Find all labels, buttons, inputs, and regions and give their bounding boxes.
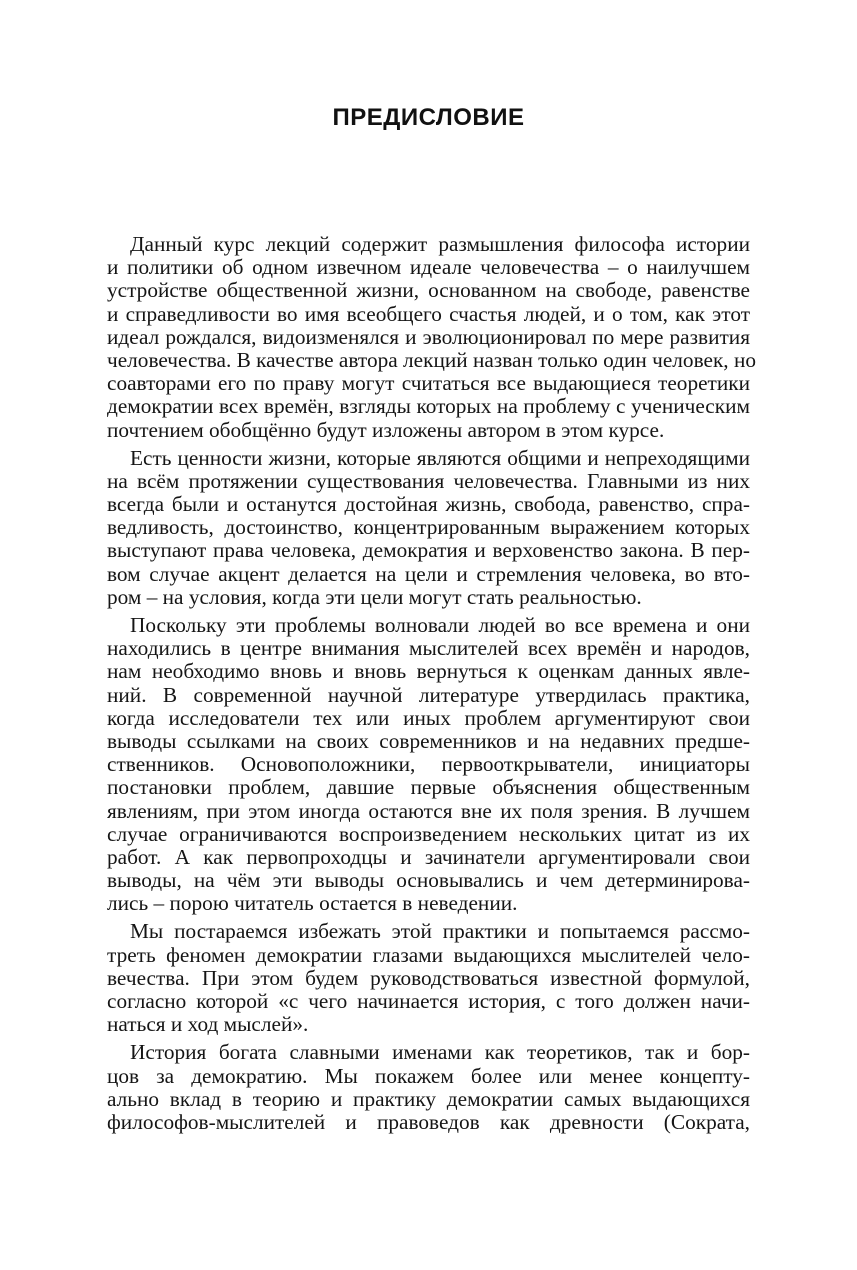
text-line: нам необходимо вновь и вновь вернуться к оценкам данных явле-: [107, 659, 750, 684]
text-line: ально вклад в теорию и практику демократии самых выдающихся: [107, 1086, 750, 1111]
text-line: философов-мыслителей и правоведов как древности (Сократа,: [107, 1109, 750, 1134]
text-line: на всём протяжении существования человечества. Главными из них: [107, 468, 750, 493]
text-line: Есть ценности жизни, которые являются общими и непреходящими: [130, 445, 750, 470]
paragraph-1: [107, 232, 756, 442]
text-line: выводы, на чём эти выводы основывались и чем детерминирова-: [107, 868, 750, 893]
text-line: Поскольку эти проблемы волновали людей во все времена и они: [130, 613, 750, 637]
text-line: наться и ход мыслей».: [107, 1012, 309, 1037]
paragraph-4: [107, 920, 750, 1036]
preface-body: [107, 232, 756, 1139]
text-line: почтением обобщённо будут изложены автором в этом курсе.: [107, 417, 665, 442]
text-line: цов за демократию. Мы покажем более или менее концепту-: [107, 1063, 750, 1088]
paragraph-2: [107, 447, 750, 609]
text-line: согласно которой «с чего начинается история, с того должен начи-: [107, 989, 750, 1013]
text-line: ственников. Основоположники, первооткрыватели, инициаторы: [107, 752, 750, 777]
paragraph-5: [107, 1041, 750, 1134]
text-line: Данный курс лекций содержит размышления философа истории: [130, 232, 750, 256]
paragraph-3: [107, 614, 750, 915]
text-line: постановки проблем, давшие первые объяснения общественным: [107, 775, 750, 800]
text-line: ведливость, достоинство, концентрированным выражением которых: [107, 515, 750, 540]
text-line: лись – порою читатель остается в неведении.: [107, 891, 518, 916]
text-line: ром – на условия, когда эти цели могут стать реальностью.: [107, 584, 642, 609]
text-line: ний. В современной научной литературе утвердилась практика,: [107, 682, 750, 707]
text-line: и политики об одном извечном идеале человечества – о наилучшем: [107, 255, 750, 280]
text-line: находились в центре внимания мыслителей всех времён и народов,: [107, 636, 750, 661]
text-line: когда исследователи тех или иных проблем аргументируют свои: [107, 705, 750, 730]
text-line: вечества. При этом будем руководствоваться известной формулой,: [107, 965, 750, 990]
text-line: демократии всех времён, взгляды которых на проблему с ученическим: [107, 394, 750, 419]
text-line: выводы ссылками на своих современников и на недавних предше-: [107, 728, 750, 753]
text-line: всегда были и останутся достойная жизнь, свобода, равенство, спра-: [107, 492, 750, 517]
text-line: выступают права человека, демократия и верховенство закона. В пер-: [107, 538, 750, 563]
text-line: Мы постараемся избежать этой практики и попытаемся рассмо-: [130, 919, 750, 944]
text-line: работ. А как первопроходцы и зачинатели аргументировали свои: [107, 844, 750, 869]
text-line: вом случае акцент делается на цели и стремления человека, во вто-: [107, 561, 750, 586]
text-line: случае ограничиваются воспроизведением нескольких цитат из их: [107, 821, 750, 846]
text-line: соавторами его по праву могут считаться все выдающиеся теоретики: [107, 371, 750, 396]
text-line: явлениям, при этом иногда остаются вне их поля зрения. В лучшем: [107, 798, 750, 823]
text-line: человечества. В качестве автора лекций назван только один человек, но: [107, 347, 756, 372]
text-line: устройстве общественной жизни, основанном на свободе, равенстве: [107, 278, 750, 303]
text-line: и справедливости во имя всеобщего счастья людей, и о том, как этот: [107, 301, 750, 326]
text-line: идеал рождался, видоизменялся и эволюционировал по мере развития: [107, 324, 750, 349]
page-title: ПРЕДИСЛОВИЕ: [332, 104, 525, 131]
text-line: История богата славными именами как теоретиков, так и бор-: [130, 1040, 750, 1065]
text-line: треть феномен демократии глазами выдающихся мыслителей чело-: [107, 942, 750, 967]
